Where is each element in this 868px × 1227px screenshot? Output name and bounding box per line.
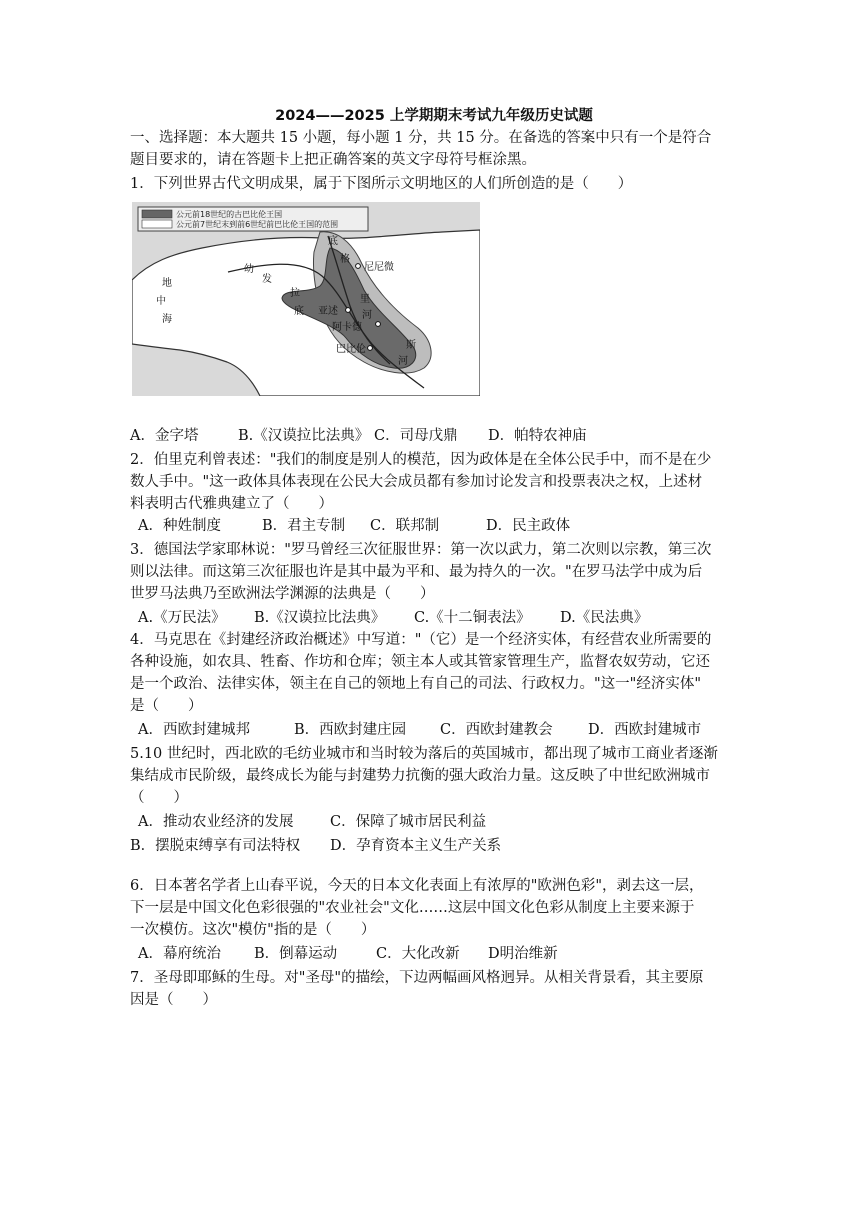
question-3-options	[138, 608, 648, 628]
nineveh-label: 尼尼微	[364, 262, 394, 273]
q5-option-a[interactable]: A．推动农业经济的发展	[138, 814, 294, 830]
q5-option-d[interactable]: D．孕育资本主义生产关系	[330, 838, 502, 854]
sea-label-3: 海	[162, 314, 172, 325]
q6-option-a[interactable]: A．幕府统治	[138, 946, 221, 962]
question-5-stem-1: 5.10 世纪时，西北欧的毛纺业城市和当时较为落后的英国城市，都出现了城市工商业者逐渐	[130, 746, 718, 762]
mesopotamia-map	[132, 202, 480, 396]
question-7-stem-1: 7．圣母即耶稣的生母。对"圣母"的描绘，下边两幅画风格迥异。从相关背景看，其主要原	[130, 970, 704, 986]
akkad-marker	[376, 322, 381, 327]
q6-option-d[interactable]: D明治维新	[488, 946, 558, 962]
question-6-stem-3: 一次模仿。这次"模仿"指的是（ ）	[130, 922, 376, 938]
instructions-line-2: 题目要求的，请在答题卡上把正确答案的英文字母符号框涂黑。	[130, 152, 536, 168]
question-5-options-row-1	[138, 812, 486, 832]
question-4-stem-1: 4．马克思在《封建经济政治概述》中写道："（它）是一个经济实体，有经营农业所需要的	[130, 632, 712, 648]
q1-option-a[interactable]: A．金字塔	[130, 428, 199, 444]
q1-option-b[interactable]: B.《汉谟拉比法典》	[238, 428, 370, 444]
legend-label-2: 公元前7世纪末到前6世纪前巴比伦王国的范围	[176, 220, 339, 229]
tigris-label-4: 斯	[406, 340, 416, 351]
assur-label: 亚述	[318, 306, 338, 317]
euphrates-label-2: 发	[262, 274, 272, 285]
question-4-stem-2: 各种设施，如农具、牲畜、作坊和仓库；领主本人或其管家管理生产，监督农奴劳动，它还	[130, 654, 710, 670]
q3-option-a[interactable]: A.《万民法》	[138, 610, 226, 626]
question-7-stem-2: 因是（ ）	[130, 992, 217, 1008]
q3-option-d[interactable]: D.《民法典》	[560, 610, 649, 626]
q3-option-b[interactable]: B.《汉谟拉比法典》	[254, 610, 386, 626]
q6-option-c[interactable]: C．大化改新	[376, 946, 460, 962]
q3-option-c[interactable]: C.《十二铜表法》	[414, 610, 531, 626]
euphrates-label-4: 底	[294, 306, 304, 317]
question-2-stem-1: 2．伯里克利曾表述："我们的制度是别人的模范，因为政体是在全体公民手中，而不是在少	[130, 452, 712, 468]
q2-option-c[interactable]: C．联邦制	[370, 518, 440, 534]
question-3-stem-3: 世罗马法典乃至欧洲法学渊源的法典是（ ）	[130, 586, 435, 602]
q5-option-b[interactable]: B．摆脱束缚享有司法特权	[130, 838, 301, 854]
question-1-options	[130, 426, 587, 446]
assur-marker	[346, 308, 351, 313]
question-3-stem-1: 3．德国法学家耶林说："罗马曾经三次征服世界：第一次以武力，第二次则以宗教，第三次	[130, 542, 712, 558]
akkad-label: 阿卡德	[332, 322, 362, 333]
question-6-options	[138, 944, 558, 964]
instructions-line-1: 一、选择题：本大题共 15 小题，每小题 1 分，共 15 分。在备选的答案中只有一个是符合	[130, 130, 712, 146]
question-4-stem-4: 是（ ）	[130, 698, 203, 714]
question-2-stem-3: 料表明古代雅典建立了（ ）	[130, 496, 333, 512]
tigris-label-5: 河	[398, 356, 408, 367]
q2-option-d[interactable]: D．民主政体	[486, 518, 571, 534]
q1-option-c[interactable]: C．司母戊鼎	[374, 428, 458, 444]
q4-option-b[interactable]: B．西欧封建庄园	[294, 722, 407, 738]
question-5-stem-3: （ ）	[130, 790, 188, 806]
q4-option-a[interactable]: A．西欧封建城邦	[138, 722, 250, 738]
legend-label-1: 公元前18世纪的古巴比伦王国	[176, 210, 283, 219]
question-2-stem-2: 数人手中。"这一政体具体表现在公民大会成员都有参加讨论发言和投票表决之权，上述材	[130, 474, 703, 490]
babylon-label: 巴比伦	[336, 344, 366, 355]
question-5-stem-2: 集结成市民阶级，最终成长为能与封建势力抗衡的强大政治力量。这反映了中世纪欧洲城市	[130, 768, 710, 784]
legend-swatch-light	[142, 220, 172, 228]
q4-option-c[interactable]: C．西欧封建教会	[440, 722, 553, 738]
river-label: 河	[362, 310, 372, 321]
sea-label-2: 中	[156, 296, 166, 307]
legend-swatch-dark	[142, 210, 172, 218]
question-4-options	[138, 720, 701, 740]
tigris-label-1: 底	[328, 236, 338, 247]
question-6-stem-1: 6．日本著名学者上山春平说，今天的日本文化表面上有浓厚的"欧洲色彩"，剥去这一层，	[130, 878, 704, 894]
question-2-options	[138, 516, 570, 536]
q5-option-c[interactable]: C．保障了城市居民利益	[330, 814, 487, 830]
q6-option-b[interactable]: B．倒幕运动	[254, 946, 338, 962]
euphrates-label-1: 幼	[244, 264, 254, 275]
q2-option-a[interactable]: A．种姓制度	[138, 518, 221, 534]
nineveh-marker	[356, 264, 361, 269]
question-4-stem-3: 是一个政治、法律实体，领主在自己的领地上有自己的司法、行政权力。"这一"经济实体"	[130, 676, 702, 692]
euphrates-label-3: 拉	[290, 288, 300, 299]
q1-option-d[interactable]: D．帕特农神庙	[488, 428, 587, 444]
babylon-marker	[368, 346, 373, 351]
question-6-stem-2: 下一层是中国文化色彩很强的"农业社会"文化……这层中国文化色彩从制度上主要来源于	[130, 900, 695, 916]
sea-label-1: 地	[162, 278, 172, 289]
exam-title: 2024——2025 上学期期末考试九年级历史试题	[275, 108, 593, 124]
question-1-stem: 1．下列世界古代文明成果，属于下图所示文明地区的人们所创造的是（ ）	[130, 176, 633, 192]
question-3-stem-2: 则以法律。而这第三次征服也许是其中最为平和、最为持久的一次。"在罗马法学中成为后	[130, 564, 703, 580]
q2-option-b[interactable]: B．君主专制	[262, 518, 346, 534]
tigris-label-3: 里	[360, 294, 370, 305]
question-5-options-row-2	[130, 836, 501, 856]
q4-option-d[interactable]: D．西欧封建城市	[588, 722, 702, 738]
tigris-label-2: 格	[340, 254, 350, 265]
